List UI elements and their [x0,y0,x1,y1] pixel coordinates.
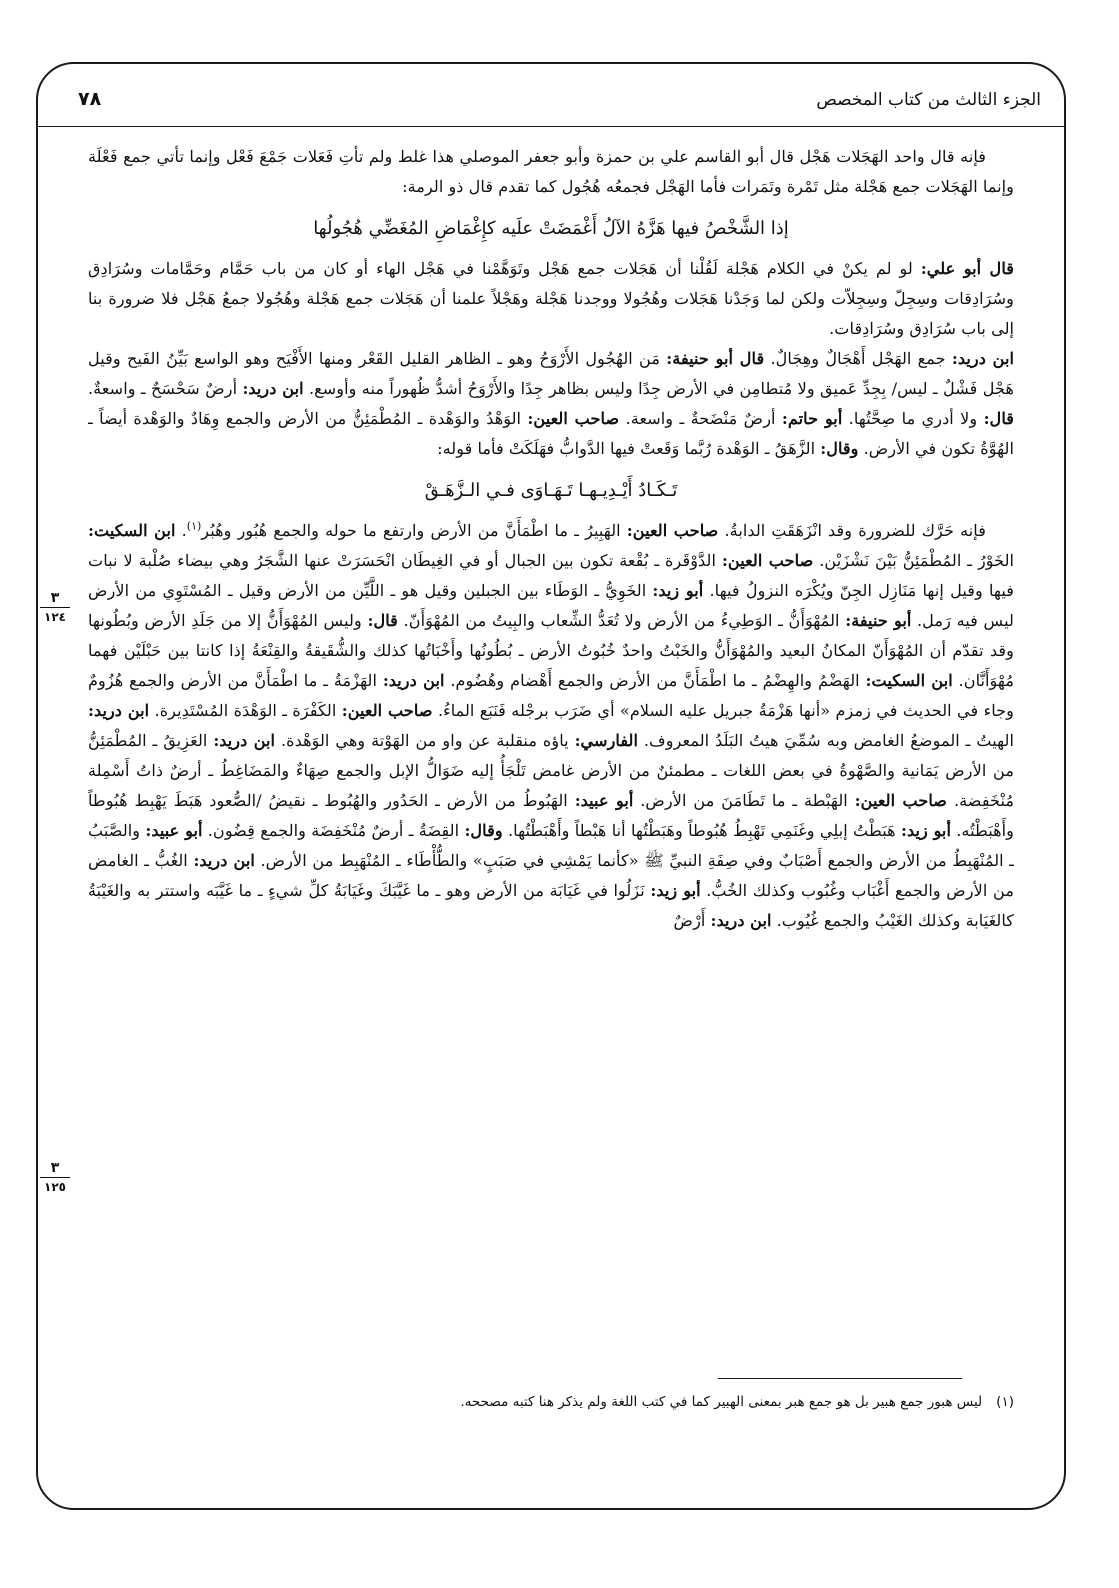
speaker: وقال: [464,821,503,840]
header-rule [38,126,1064,127]
paragraph [88,254,1014,344]
speaker: ابن دريد: [951,349,1014,368]
text-run: الغُبُّ ـ الغامض من الأرض والجمع أَغْبَاب وغُبُوب وكذلك الخُبُّ. [88,851,1014,900]
text-run: القِضَةُ ـ أرضٌ مُنْخَفِضَة والجمع قِضُون. [202,821,465,840]
footnote-number: (١) [996,1394,1014,1410]
text-run: نَزَلُوا في غَيَابَة من الأرض وهو ـ ما غَيَّبَكَ وغَيَابَةُ كلِّ شيءٍ ـ ما غَيَّبَه واستتر به والغَيْبَةُ كالغَيَابة وكذلك الغَيْبُ والجمع غُيُوب. [88,881,1014,930]
text-run: جمع الهَجْل أَهْجَالٌ وهِجَالٌ. [764,349,952,368]
text-run: الهَزْمَةُ ـ ما اطْمَأَنَّ من الأرض والجمع هُزُومٌ وجاء في الحديث في زمزم «أنها هَزْمَةُ جبريل عليه السلام» أي ضَرَب برجْله فَنَبَع الماءُ. [88,671,1014,720]
text-run: الهَبُوطُ من الأرض ـ الحَدُور والهُبُوط ـ نقيضُ /الصُّعود هَبَطَ يَهْبِط هُبُوطاً وأَهْبَطْتُه. [88,791,1014,840]
speaker: قال: [367,611,398,630]
footnote-reference: (١) [186,519,202,533]
speaker: أبو زيد: [650,881,701,900]
margin-page: ١٢٥ [44,1180,66,1194]
text-run: الدَّوْقَرة ـ بُقْعة تكون بين الجبال أو في الغِيطَان انْحَسَرَتْ عنها الشَّجَرُ وهي بيضاء صُلْبة لا نبات فيها وقيل إنها مَنَازِل الجِنّ ويُكْرَه النزولُ فيها. [88,551,1014,600]
speaker: أبو زيد: [900,821,951,840]
speaker: أبو زيد: [652,581,704,600]
text-run: الهَبِيرُ ـ ما اطْمَأَنَّ من الأرض وارتفع ما حوله والجمع هُبُور وهُبُر [201,521,627,540]
paragraph [88,344,1014,464]
speaker: وقال: [820,439,859,458]
speaker: أبو عبيد: [574,791,634,810]
speaker: أبو حاتم: [781,409,843,428]
speaker: قال: [983,409,1014,428]
speaker: ابن السكيت: [865,671,953,690]
text-run: الزَّهَقُ ـ الوَهْدة رُبَّما وَقَعتْ فيها الدَّوابُّ فهَلَكَتْ فأما قوله: [437,439,821,458]
speaker: قال أبو علي: [920,259,1014,278]
text-run: المُهْوَأَنُّ ـ الوَطِيءُ من الأرض ولا تُعَدُّ الشِّعاب والبِيتُ من المُهْوَأَنّ. [397,611,846,630]
margin-volume: ٣ [40,1160,70,1178]
text-run: أرضٌ مَنْضَحةٌ ـ واسعة. [619,409,782,428]
speaker: أبو حنيفة: [845,611,912,630]
verse: إذا الشَّخْصُ فيها هَزَّهُ الآلُ أَغْمَضَتْ علَيه كإِغْمَاضِ المُغَضِّي هُجُولُها [313,218,789,239]
margin-page: ١٢٤ [44,610,66,624]
margin-volume: ٣ [40,590,70,608]
text-run: والصَّبَبُ ـ المُنْهَبِطُ من الأرض والجمع أَصْبَابٌ وفي صِفَةِ النبيِّ ﷺ «كأنما يَمْشِي في صَبَبٍ» والطُّأْطَاء ـ المُنْهَبِط من الأرض. [88,821,1014,870]
text-run: وليس المُهْوَأَنُّ إلا من جَلَدِ الأرض وبُطُونها وقد تقدّم أن المُهْوَأَنّ المكانُ البعيد والمُهْوَأَنُّ والخَبْتُ واحدٌ خُبُوتُ الأرض ـ بُطُونُها وأَخْبَاتُها كذلك والشُّقَيقةُ والقِنْعَةُ إذا كانتا بين حَبْلَيْن فهما مُهْوَأَنَّان. [88,611,1014,690]
paragraph [88,516,1014,936]
text-run: . [175,521,187,540]
speaker: أبو عبيد: [145,821,203,840]
text-run: هَبَطْتُ إبلِي وغَنَمِي تَهْبِطُ هُبُوطاً وهَبَطْتُها أنا هَبْطاً وأَهْبَطْتُها. [502,821,901,840]
text-run: أَرْضٌ [673,911,711,930]
text-run: الهيتُ ـ الموضعُ الغامض وبه سُمِّيَ هيتُ البَلَدُ المعروف. [637,731,1014,750]
footnote [260,1392,1014,1412]
speaker: قال أبو حنيفة: [666,349,765,368]
speaker: ابن السكيت: [88,521,176,540]
speaker: ابن دريد: [710,911,772,930]
speaker: الفارسي: [574,731,638,750]
margin-page-ref [40,590,70,625]
speaker: ابن دريد: [242,379,304,398]
paragraph: فإنه قال واحد الهَجَلات هَجْل قال أبو القاسم علي بن حمزة وأبو جعفر الموصلي هذا غلط ولم تأتِ فَعَلات جَمْعَ فَعْل وإنما تأتي جمع فَعْلَة وإنما الهَجَلات جمع هَجْلة مثل تَمْرة وتَمَرات فأما الهَجْل فجمعُه هُجُول كما تقدم قال ذو الرمة: [88,147,1014,196]
running-title: الجزء الثالث من كتاب المخصص [816,90,1041,110]
footnote-text: ليس هبور جمع هبير بل هو جمع هبر بمعنى الهبير كما في كتب اللغة ولم يذكر هنا كتبه مصححه. [460,1394,983,1410]
text-run: فإنه حَرَّك للضرورة وقد انْزَهَقَتِ الدابةُ. [718,521,986,540]
main-text [88,142,1014,1382]
text-run: ولا أدري ما صِحَّتُها. [842,409,984,428]
text-run: الهَبْطة ـ ما تَطَامَنَ من الأرض. [633,791,855,810]
text-run: الكَفْرَة ـ الوَهْدَة المُسْتَدِيرة. [149,701,342,720]
speaker: صاحب العين: [721,551,814,570]
text-run: الهَضْمُ والهِضْمُ ـ ما اطْمَأَنَّ من الأرض والجمع أَهْضام وهُضُوم. [444,671,866,690]
speaker: صاحب العين: [626,521,719,540]
verse: تَـكَـادُ أَيْـدِيـهـا تَـهَـاوَى فـي الـزَّهَـقْ [424,480,678,501]
speaker: ابن دريد: [193,851,255,870]
text-run: أرضٌ سَحْسَحٌ ـ واسعةٌ. [88,379,243,398]
page-number: ٧٨ [78,88,102,110]
text-run: لو لم يكنْ في الكلام هَجْلة لَقُلْنا أن هَجَلات جمع هَجْل وتَوَهَّمْنا في هَجْل الهاء أو كان من باب حَمَّام وحَمَّامات وسُرَادِق وسُرَادِقات وسِجِلّ وسِجِلاّت ولكن لما وَجَدْنا هَجَلات وهُجُولا ووجدنا هَجْلة وهَجْلاً علمنا أن هَجَلات جمع هَجْلة وهُجُولا جمعُ هَجْل فلا ضرورة بنا إلى باب سُرَادِق وسُرَادِقات. [88,259,1014,338]
speaker: صاحب العين: [854,791,948,810]
text-run: الخَوِيُّ ـ الوَطَاء بين الجبلين وقيل هو ـ اللَّيِّن من الأرض وقيل ـ المُسْتَوِي من الأرض ليس فيه رَمل. [88,581,1014,630]
text-run: الخَوْرُ ـ المُطْمَئِنُّ بَيْنَ نَشْزَيْن. [813,551,1014,570]
text-run: مَن الهُجُول الأَرْوَحُ وهو ـ الظاهر القليل القَعْر ومنها الأَفْيَح وهو الواسع بَيِّنُ الفَيح وقيل هَجْل فَشْلٌ ـ ليس/ بِجِدِّ عَميق ولا مُتطامِن في الأرض جِدًا وليس بظاهر جِدًا والأَرْوَحُ أشدُّ ظُهوراً منه وأوسع. [88,349,1014,398]
text-run: ياؤه منقلبة عن واو من الهَوْتة وهي الوَهْدة. [275,731,575,750]
speaker: ابن دريد: [213,731,276,750]
text-run: العَزِيقُ ـ المُطْمَئِنُّ من الأرض يَمَانية والصَّهْوةُ في بعض اللغات ـ مطمئنٌ من الأرض غامض تَلْجَأُ إليه ضَوَالُّ الإبل والجمع صِهَاءٌ والمَضَاغِطُ ـ أرضٌ ذاتُ أَسْمِلة مُنْخَفِضة. [88,731,1014,810]
speaker: صاحب العين: [527,409,620,428]
text-run: الوَهْدُ والوَهْدة ـ المُطْمَئِنُّ من الأرض والجمع وِهَادٌ والوَهْدة أيضاً ـ الهُوَّةُ تكون في الأرض. [88,409,1014,458]
margin-page-ref [40,1160,70,1195]
speaker: صاحب العين: [341,701,433,720]
footnote-rule [718,1378,962,1379]
speaker: ابن دريد: [88,701,150,720]
speaker: ابن دريد: [382,671,445,690]
page-header [78,88,1041,124]
